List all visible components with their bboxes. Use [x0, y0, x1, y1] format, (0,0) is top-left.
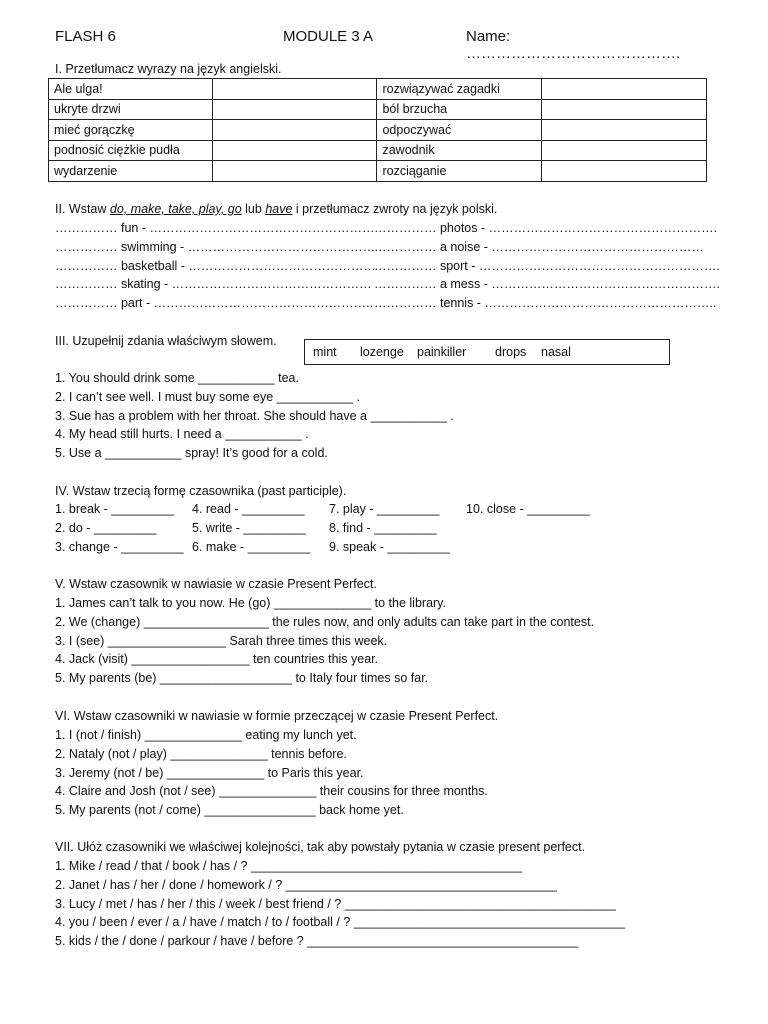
answer-cell[interactable] — [541, 140, 706, 161]
past-participle-grid — [55, 500, 675, 557]
sentence-line[interactable]: 2. I can’t see well. I must buy some eye ___________ . — [55, 389, 361, 404]
sentence-line[interactable]: 4. Jack (visit) _________________ ten countries this year. — [55, 652, 379, 667]
heading-mid: lub — [241, 202, 266, 216]
verb-item[interactable]: 3. change - _________ — [55, 540, 184, 554]
word-bank-item: drops — [495, 345, 527, 359]
verb-row — [55, 500, 675, 519]
sentence-line[interactable]: 3. Jeremy (not / be) ______________ to Paris this year. — [55, 765, 364, 780]
table-row — [49, 99, 707, 120]
sentence-line[interactable]: 4. Claire and Josh (not / see) ______________ their cousins for three months. — [55, 784, 488, 799]
word-bank-item: painkiller — [417, 345, 467, 359]
verb-item[interactable]: 7. play - _________ — [329, 502, 440, 516]
sentence-list-6 — [55, 726, 728, 820]
collocation-right[interactable]: …………… photos - ………………………………………………. — [374, 221, 718, 235]
heading-prefix: II. Wstaw — [55, 202, 110, 216]
answer-cell[interactable] — [541, 79, 706, 100]
polish-word-cell: rozciąganie — [377, 161, 541, 182]
sentence-line[interactable]: 2. We (change) __________________ the rules now, and only adults can take part in the contest. — [55, 614, 595, 629]
sentence-line[interactable]: 5. My parents (not / come) ________________ back home yet. — [55, 803, 404, 818]
verb-item[interactable]: 8. find - _________ — [329, 521, 437, 535]
sentence-line[interactable]: 3. I (see) _________________ Sarah three times this week. — [55, 633, 388, 648]
collocation-left[interactable]: …………… swimming - ……………………………………… — [55, 239, 376, 254]
sentence-line[interactable]: 2. Nataly (not / play) ______________ tennis before. — [55, 746, 347, 761]
collocation-row — [55, 219, 718, 238]
heading-verbs: do, make, take, play, go — [109, 202, 242, 216]
polish-word-cell: ból brzucha — [377, 99, 541, 120]
collocation-row — [55, 294, 715, 313]
answer-cell[interactable] — [541, 120, 706, 141]
section-2-heading — [55, 200, 728, 219]
question-list-7 — [55, 857, 728, 951]
module-title: MODULE 3 A — [283, 28, 374, 45]
sentence-line[interactable]: 4. My head still hurts. I need a ___________ . — [55, 427, 309, 442]
collocation-left[interactable]: …………… basketball - ……………………………………… — [55, 258, 376, 273]
verb-item[interactable]: 4. read - _________ — [192, 502, 305, 516]
polish-word-cell: ukryte drzwi — [49, 99, 213, 120]
sentence-line[interactable]: 5. Use a ___________ spray! It’s good for a cold. — [55, 446, 328, 461]
sentence-line[interactable]: 5. My parents (be) ___________________ to Italy four times so far. — [55, 671, 429, 686]
polish-word-cell: Ale ulga! — [49, 79, 213, 100]
section-1-heading: I. Przetłumacz wyrazy na język angielski. — [55, 62, 282, 76]
collocation-row — [55, 275, 720, 294]
verb-item[interactable]: 2. do - _________ — [55, 521, 157, 535]
verb-item[interactable]: 6. make - _________ — [192, 540, 311, 554]
sentence-list-3 — [55, 369, 728, 463]
sentence-line[interactable]: 1. I (not / finish) ______________ eating my lunch yet. — [55, 728, 357, 742]
question-line[interactable]: 2. Janet / has / her / done / homework / ? _______________________________________ — [55, 877, 557, 892]
sentence-line[interactable]: 1. You should drink some ___________ tea. — [55, 371, 299, 385]
collocation-row — [55, 238, 715, 257]
sentence-line[interactable]: 1. James can’t talk to you now. He (go) ______________ to the library. — [55, 596, 446, 610]
heading-suffix: i przetłumacz zwroty na język polski. — [292, 202, 498, 216]
page-header — [55, 28, 728, 62]
question-line[interactable]: 1. Mike / read / that / book / has / ? _______________________________________ — [55, 859, 523, 873]
verb-row — [55, 538, 675, 557]
collocation-row — [55, 257, 720, 276]
collocation-left[interactable]: …………… skating - ………………………………………… — [55, 277, 372, 292]
answer-cell[interactable] — [213, 161, 377, 182]
sentence-line[interactable]: 3. Sue has a problem with her throat. She should have a ___________ . — [55, 408, 454, 423]
verb-item[interactable]: 5. write - _________ — [192, 521, 306, 535]
answer-cell[interactable] — [213, 79, 377, 100]
verb-item[interactable]: 9. speak - _________ — [329, 540, 450, 554]
collocation-right[interactable]: …………… a noise - …………………………………………… — [374, 239, 704, 254]
polish-word-cell: rozwiązywać zagadki — [377, 79, 541, 100]
verb-item[interactable]: 10. close - _________ — [466, 502, 590, 516]
collocation-list — [55, 219, 720, 313]
collocation-left[interactable]: …………… part - …………………………………………….. — [55, 296, 374, 311]
word-bank-item: lozenge — [360, 345, 404, 359]
table-row — [49, 161, 707, 182]
polish-word-cell: podnosić ciężkie pudła — [49, 140, 213, 161]
section-3-heading: III. Uzupełnij zdania właściwym słowem. — [55, 334, 277, 348]
word-bank-item: mint — [313, 345, 337, 359]
section-4-heading: IV. Wstaw trzecią formę czasownika (past participle). — [55, 484, 347, 498]
heading-have: have — [265, 202, 293, 216]
name-field[interactable]: Name: ……………………………………. — [466, 28, 681, 62]
answer-cell[interactable] — [541, 99, 706, 120]
question-line[interactable]: 4. you / been / ever / a / have / match / to / football / ? _______________________________________ — [55, 915, 625, 930]
collocation-right[interactable]: …………… a mess - ………………………………………………. — [374, 277, 720, 292]
question-line[interactable]: 3. Lucy / met / has / her / this / week / best friend / ? _______________________________________ — [55, 896, 616, 911]
collocation-right[interactable]: …………… sport - …………………………………………………. — [374, 258, 720, 273]
collocation-left[interactable]: …………… fun - ……………………………………………… — [55, 221, 375, 235]
section-7-heading: VII. Ułóż czasowniki we właściwej kolejności, tak aby powstały pytania w czasie present perfect. — [55, 840, 586, 854]
table-row — [49, 140, 707, 161]
polish-word-cell: odpoczywać — [377, 120, 541, 141]
section-5-heading: V. Wstaw czasownik w nawiasie w czasie Present Perfect. — [55, 577, 377, 591]
table-row — [49, 79, 707, 100]
answer-cell[interactable] — [213, 99, 377, 120]
verb-row — [55, 519, 675, 538]
answer-cell[interactable] — [213, 120, 377, 141]
verb-item[interactable]: 1. break - _________ — [55, 502, 174, 516]
vocab-table — [48, 78, 707, 182]
answer-cell[interactable] — [213, 140, 377, 161]
polish-word-cell: zawodnik — [377, 140, 541, 161]
table-row — [49, 120, 707, 141]
polish-word-cell: wydarzenie — [49, 161, 213, 182]
answer-cell[interactable] — [541, 161, 706, 182]
collocation-right[interactable]: …………… tennis - ……………………………………………….. — [374, 296, 717, 311]
word-bank — [304, 339, 670, 365]
sentence-list-5 — [55, 594, 728, 688]
section-6-heading: VI. Wstaw czasowniki w nawiasie w formie przeczącej w czasie Present Perfect. — [55, 709, 499, 723]
word-bank-item: nasal — [541, 345, 571, 359]
polish-word-cell: mieć gorączkę — [49, 120, 213, 141]
question-line[interactable]: 5. kids / the / done / parkour / have / before ? _______________________________________ — [55, 934, 579, 949]
course-title: FLASH 6 — [55, 28, 116, 45]
